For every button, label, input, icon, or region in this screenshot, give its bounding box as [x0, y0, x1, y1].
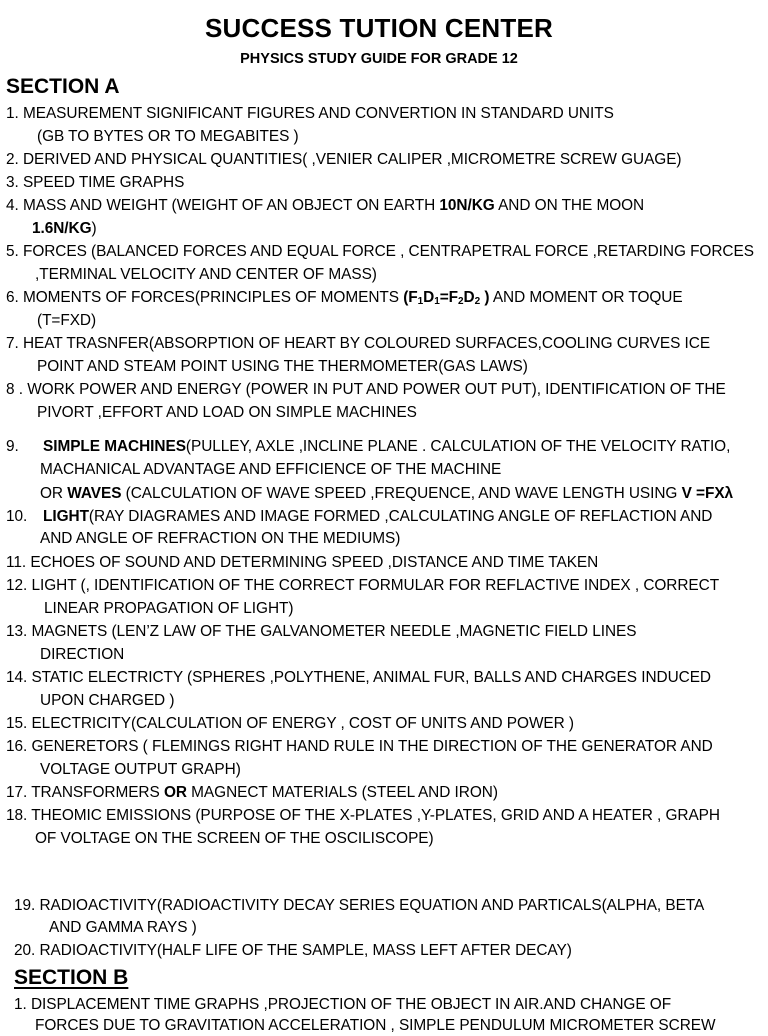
- list-item: MACHANICAL ADVANTAGE AND EFFICIENCE OF THE MACHINE: [40, 461, 502, 478]
- item-text: MAGNECT MATERIALS (STEEL AND IRON): [186, 784, 498, 801]
- list-item: 19. RADIOACTIVITY(RADIOACTIVITY DECAY SERIES EQUATION AND PARTICALS(ALPHA, BETA: [14, 897, 705, 914]
- item-bold-value: SIMPLE MACHINES: [43, 438, 186, 455]
- page-subtitle: PHYSICS STUDY GUIDE FOR GRADE 12: [240, 51, 518, 67]
- list-item: 1. DISPLACEMENT TIME GRAPHS ,PROJECTION OF THE OBJECT IN AIR.AND CHANGE OF: [14, 996, 672, 1013]
- item-bold-value: V =FXλ: [681, 485, 734, 502]
- item-text: (CALCULATION OF WAVE SPEED ,FREQUENCE, AND WAVE LENGTH USING: [121, 485, 682, 502]
- list-item: AND GAMMA RAYS ): [49, 919, 197, 936]
- page-title: SUCCESS TUTION CENTER: [204, 13, 553, 43]
- list-item: VOLTAGE OUTPUT GRAPH): [40, 761, 241, 778]
- section-b-heading: SECTION B: [14, 966, 129, 989]
- item-text: 6. MOMENTS OF FORCES(PRINCIPLES OF MOMENTS: [6, 289, 404, 306]
- list-item: DIRECTION: [40, 646, 125, 663]
- list-item: OF VOLTAGE ON THE SCREEN OF THE OSCILISCOPE): [35, 830, 434, 847]
- item-text: 17. TRANSFORMERS: [6, 784, 164, 801]
- list-item: [40, 484, 733, 504]
- moments-formula: ($F_1D_1=F_2D_2$ ): [403, 289, 490, 307]
- list-item: 8 . WORK POWER AND ENERGY (POWER IN PUT AND POWER OUT PUT), IDENTIFICATION OF THE: [6, 381, 726, 398]
- list-item: 7. HEAT TRASNFER(ABSORPTION OF HEART BY COLOURED SURFACES,COOLING CURVES ICE: [6, 335, 711, 352]
- item-text: 4. MASS AND WEIGHT (WEIGHT OF AN OBJECT ON EARTH: [6, 197, 440, 214]
- list-item: 11. ECHOES OF SOUND AND DETERMINING SPEED ,DISTANCE AND TIME TAKEN: [6, 554, 599, 571]
- list-item: LINEAR PROPAGATION OF LIGHT): [44, 600, 294, 617]
- list-item: ,TERMINAL VELOCITY AND CENTER OF MASS): [35, 266, 377, 283]
- item-bold-value: LIGHT: [43, 508, 89, 525]
- list-item: 2. DERIVED AND PHYSICAL QUANTITIES( ,VENIER CALIPER ,MICROMETRE SCREW GUAGE): [6, 151, 682, 168]
- list-item: 14. STATIC ELECTRICTY (SPHERES ,POLYTHENE, ANIMAL FUR, BALLS AND CHARGES INDUCED: [6, 669, 711, 686]
- list-item: POINT AND STEAM POINT USING THE THERMOMETER(GAS LAWS): [37, 358, 528, 375]
- list-item: [43, 507, 712, 527]
- list-item: 18. THEOMIC EMISSIONS (PURPOSE OF THE X-PLATES ,Y-PLATES, GRID AND A HEATER , GRAPH: [6, 807, 720, 824]
- list-item-number: 9.: [6, 438, 19, 455]
- list-item: FORCES DUE TO GRAVITATION ACCELERATION , SIMPLE PENDULUM MICROMETER SCREW: [35, 1017, 716, 1034]
- list-item: 12. LIGHT (, IDENTIFICATION OF THE CORRECT FORMULAR FOR REFLACTIVE INDEX , CORRECT: [6, 577, 720, 594]
- list-item: [32, 219, 97, 239]
- list-item: [6, 288, 683, 308]
- list-item: (T=FXD): [37, 312, 97, 329]
- item-text: AND MOMENT OR TOQUE: [489, 289, 683, 306]
- list-item: [43, 437, 730, 457]
- item-bold-value: WAVES: [67, 485, 122, 502]
- list-item: AND ANGLE OF REFRACTION ON THE MEDIUMS): [40, 530, 401, 547]
- list-item: 20. RADIOACTIVITY(HALF LIFE OF THE SAMPLE, MASS LEFT AFTER DECAY): [14, 942, 572, 959]
- list-item-number: 10.: [6, 508, 28, 525]
- list-item: UPON CHARGED ): [40, 692, 175, 709]
- item-bold-value: OR: [163, 784, 187, 801]
- item-text: (PULLEY, AXLE ,INCLINE PLANE . CALCULATION OF THE VELOCITY RATIO,: [185, 438, 731, 455]
- list-item: 15. ELECTRICITY(CALCULATION OF ENERGY , COST OF UNITS AND POWER ): [6, 715, 574, 732]
- list-item: 5. FORCES (BALANCED FORCES AND EQUAL FORCE , CENTRAPETRAL FORCE ,RETARDING FORCES: [6, 243, 754, 260]
- item-text: (RAY DIAGRAMES AND IMAGE FORMED ,CALCULATING ANGLE OF REFLACTION AND: [88, 508, 713, 525]
- list-item: 13. MAGNETS (LEN’Z LAW OF THE GALVANOMETER NEEDLE ,MAGNETIC FIELD LINES: [6, 623, 637, 640]
- list-item: [6, 196, 644, 216]
- section-a-heading: SECTION A: [6, 75, 120, 98]
- list-item: 1. MEASUREMENT SIGNIFICANT FIGURES AND CONVERTION IN STANDARD UNITS: [6, 105, 614, 122]
- list-item: 16. GENERETORS ( FLEMINGS RIGHT HAND RULE IN THE DIRECTION OF THE GENERATOR AND: [6, 738, 713, 755]
- item-text: OR: [40, 485, 68, 502]
- item-bold-value: 1.6N/KG: [32, 220, 92, 237]
- list-item: 3. SPEED TIME GRAPHS: [6, 174, 185, 191]
- list-item: [6, 783, 498, 803]
- list-item: PIVORT ,EFFORT AND LOAD ON SIMPLE MACHINES: [37, 404, 417, 421]
- item-text: ): [91, 220, 97, 237]
- item-bold-value: 10N/KG: [439, 197, 495, 214]
- list-item: (GB TO BYTES OR TO MEGABITES ): [37, 128, 299, 145]
- item-text: AND ON THE MOON: [494, 197, 645, 214]
